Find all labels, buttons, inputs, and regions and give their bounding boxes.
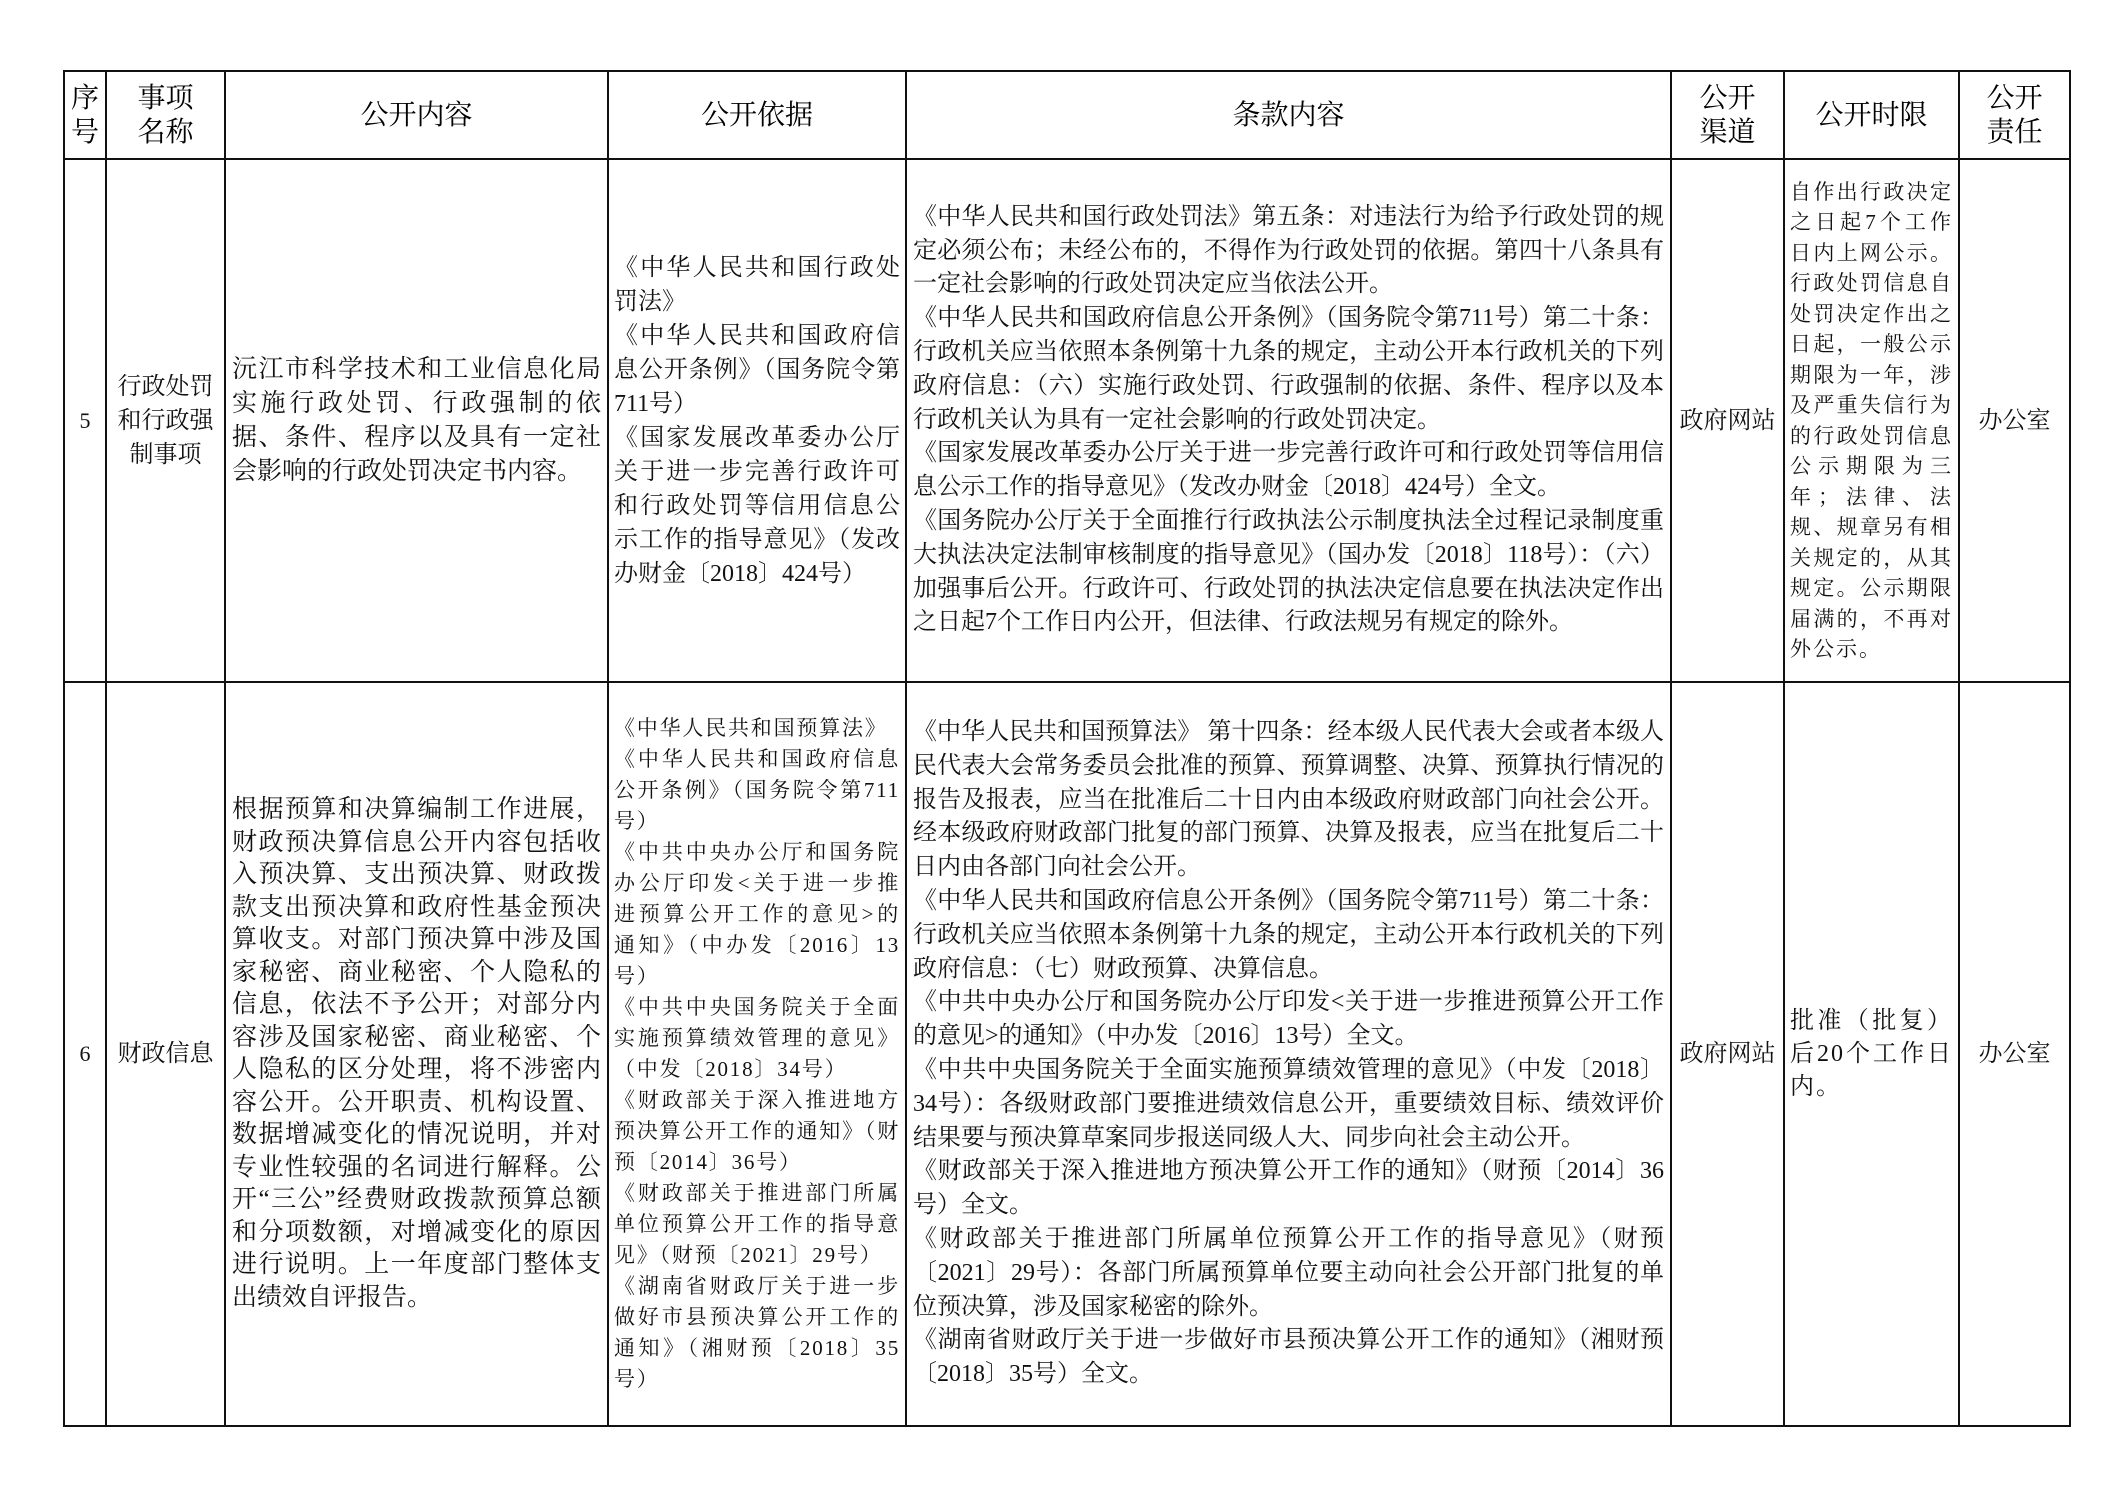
basis-paragraph: 《中共中央国务院关于全面实施预算绩效管理的意见》（中发〔2018〕34号） <box>614 995 900 1081</box>
row-time-limit: 批准（批复）后20个工作日内。 <box>1790 1007 1953 1100</box>
header-item-name <box>107 72 226 160</box>
basis-paragraph: 《中华人民共和国政府信息公开条例》（国务院令第711号） <box>614 747 900 833</box>
row-channel: 政府网站 <box>1679 1041 1776 1067</box>
row-responsibility-cell <box>1960 160 2071 683</box>
row-seq-cell <box>65 160 107 683</box>
disclosure-table <box>63 70 2071 1427</box>
row-content-cell <box>226 683 609 1427</box>
row-content-cell <box>226 160 609 683</box>
clause-paragraph: 《财政部关于深入推进地方预决算公开工作的通知》（财预〔2014〕36号）全文。 <box>913 1158 1664 1219</box>
row-responsibility: 办公室 <box>1978 407 2051 434</box>
header-channel <box>1672 72 1785 160</box>
header-basis <box>609 72 907 160</box>
basis-paragraph: 《财政部关于深入推进地方预决算公开工作的通知》（财预〔2014〕36号） <box>614 1088 900 1174</box>
row-content-text: 沅江市科学技术和工业信息化局实施行政处罚、行政强制的依据、条件、程序以及具有一定社会影响的行政处罚决定书内容。 <box>232 355 601 485</box>
header-seq-label: 序号 <box>71 82 100 147</box>
row-time-limit-cell <box>1785 683 1960 1427</box>
row-item-name: 财政信息 <box>117 1041 214 1067</box>
header-content <box>226 72 609 160</box>
header-seq <box>65 72 107 160</box>
basis-paragraph: 《中华人民共和国预算法》 <box>614 716 888 740</box>
row-clauses-cell <box>907 160 1672 683</box>
clauses-list <box>913 201 1664 640</box>
header-responsibility <box>1960 72 2071 160</box>
clauses-list <box>913 716 1664 1392</box>
row-basis-cell <box>609 683 907 1427</box>
row-responsibility: 办公室 <box>1978 1041 2051 1067</box>
row-channel-cell <box>1672 160 1785 683</box>
header-clauses <box>907 72 1672 160</box>
basis-paragraph: 《中共中央办公厅和国务院办公厅印发<关于进一步推进预算公开工作的意见>的通知》（中办发〔2016〕13号） <box>614 840 900 988</box>
clause-paragraph: 《中华人民共和国行政处罚法》第五条：对违法行为给予行政处罚的规定必须公布；未经公布的，不得作为行政处罚的依据。第四十八条具有一定社会影响的行政处罚决定应当依法公开。 <box>913 203 1664 298</box>
basis-paragraph: 《中华人民共和国行政处罚法》 <box>614 254 900 315</box>
row-clauses-cell <box>907 683 1672 1427</box>
row-content-text: 根据预算和决算编制工作进展，财政预决算信息公开内容包括收入预决算、支出预决算、财政拨款支出预决算和政府性基金预决算收支。对部门预决算中涉及国家秘密、商业秘密、个人隐私的信息，依法不予公开；对部分内容涉及国家秘密、商业秘密、个人隐私的区分处理，将不涉密内容公开。公开职责、机构设置、数据增减变化的情况说明，并对专业性较强的名词进行解释。公开“三公”经费财政拨款预算总额和分项数额，对增减变化的原因进行说明。上一年度部门整体支出绩效自评报告。 <box>232 796 601 1311</box>
clause-paragraph: 《财政部关于推进部门所属单位预算公开工作的指导意见》（财预〔2021〕29号）：各部门所属预算单位要主动向社会公开部门批复的单位预决算，涉及国家秘密的除外。 <box>913 1225 1664 1320</box>
row-seq-value: 5 <box>79 407 91 433</box>
row-seq-cell <box>65 683 107 1427</box>
header-responsibility-label: 公开责任 <box>1986 82 2043 147</box>
row-time-limit: 自作出行政决定之日起7个工作日内上网公示。行政处罚信息自处罚决定作出之日起，一般公示期限为一年，涉及严重失信行为的行政处罚信息公示期限为三年；法律、法规、规章另有相关规定的，从其规定。公示期限届满的，不再对外公示。 <box>1790 179 1953 661</box>
header-item-name-label: 事项名称 <box>137 82 194 147</box>
header-time-limit <box>1785 72 1960 160</box>
clause-paragraph: 《湖南省财政厅关于进一步做好市县预决算公开工作的通知》（湘财预〔2018〕35号）全文。 <box>913 1327 1664 1388</box>
header-clauses-label: 条款内容 <box>1232 99 1345 130</box>
clause-paragraph: 《国务院办公厅关于全面推行行政执法公示制度执法全过程记录制度重大执法决定法制审核制度的指导意见》（国办发〔2018〕118号）：（六）加强事后公开。行政许可、行政处罚的执法决定信息要在执法决定作出之日起7个工作日内公开，但法律、行政法规另有规定的除外。 <box>913 507 1664 636</box>
row-channel-cell <box>1672 683 1785 1427</box>
header-channel-label: 公开渠道 <box>1699 82 1756 147</box>
basis-paragraph: 《中华人民共和国政府信息公开条例》（国务院令第711号） <box>614 322 900 417</box>
basis-list <box>614 251 900 591</box>
basis-paragraph: 《财政部关于推进部门所属单位预算公开工作的指导意见》（财预〔2021〕29号） <box>614 1181 900 1267</box>
header-time-limit-label: 公开时限 <box>1815 99 1928 130</box>
row-time-limit-cell <box>1785 160 1960 683</box>
basis-paragraph: 《国家发展改革委办公厅关于进一步完善行政许可和行政处罚等信用信息公示工作的指导意见》（发改办财金〔2018〕424号） <box>614 424 900 587</box>
row-item-name-cell <box>107 683 226 1427</box>
row-item-name-cell <box>107 160 226 683</box>
row-basis-cell <box>609 160 907 683</box>
row-seq-value: 6 <box>79 1041 91 1066</box>
clause-paragraph: 《中华人民共和国政府信息公开条例》（国务院令第711号）第二十条：行政机关应当依照本条例第十九条的规定，主动公开本行政机关的下列政府信息：（七）财政预算、决算信息。 <box>913 888 1664 982</box>
clause-paragraph: 《中共中央办公厅和国务院办公厅印发<关于进一步推进预算公开工作的意见>的通知》（中办发〔2016〕13号）全文。 <box>913 989 1664 1050</box>
basis-list <box>614 713 900 1395</box>
header-content-label: 公开内容 <box>360 99 473 130</box>
clause-paragraph: 《国家发展改革委办公厅关于进一步完善行政许可和行政处罚等信用信息公示工作的指导意见》（发改办财金〔2018〕424号）全文。 <box>913 440 1664 501</box>
row-responsibility-cell <box>1960 683 2071 1427</box>
row-channel: 政府网站 <box>1679 407 1776 434</box>
header-basis-label: 公开依据 <box>700 99 813 130</box>
basis-paragraph: 《湖南省财政厅关于进一步做好市县预决算公开工作的通知》（湘财预〔2018〕35号） <box>614 1274 900 1391</box>
clause-paragraph: 《中共中央国务院关于全面实施预算绩效管理的意见》（中发〔2018〕34号）：各级财政部门要推进绩效信息公开，重要绩效目标、绩效评价结果要与预决算草案同步报送同级人大、同步向社会主动公开。 <box>913 1057 1664 1151</box>
row-item-name: 行政处罚和行政强制事项 <box>117 373 214 468</box>
clause-paragraph: 《中华人民共和国政府信息公开条例》（国务院令第711号）第二十条：行政机关应当依照本条例第十九条的规定，主动公开本行政机关的下列政府信息：（六）实施行政处罚、行政强制的依据、条件、程序以及本行政机关认为具有一定社会影响的行政处罚决定。 <box>913 305 1664 433</box>
clause-paragraph: 《中华人民共和国预算法》 第十四条：经本级人民代表大会或者本级人民代表大会常务委员会批准的预算、预算调整、决算、预算执行情况的报告及报表，应当在批准后二十日内由本级政府财政部门向社会公开。经本级政府财政部门批复的部门预算、决算及报表，应当在批复后二十日内由各部门向社会公开。 <box>913 719 1664 881</box>
